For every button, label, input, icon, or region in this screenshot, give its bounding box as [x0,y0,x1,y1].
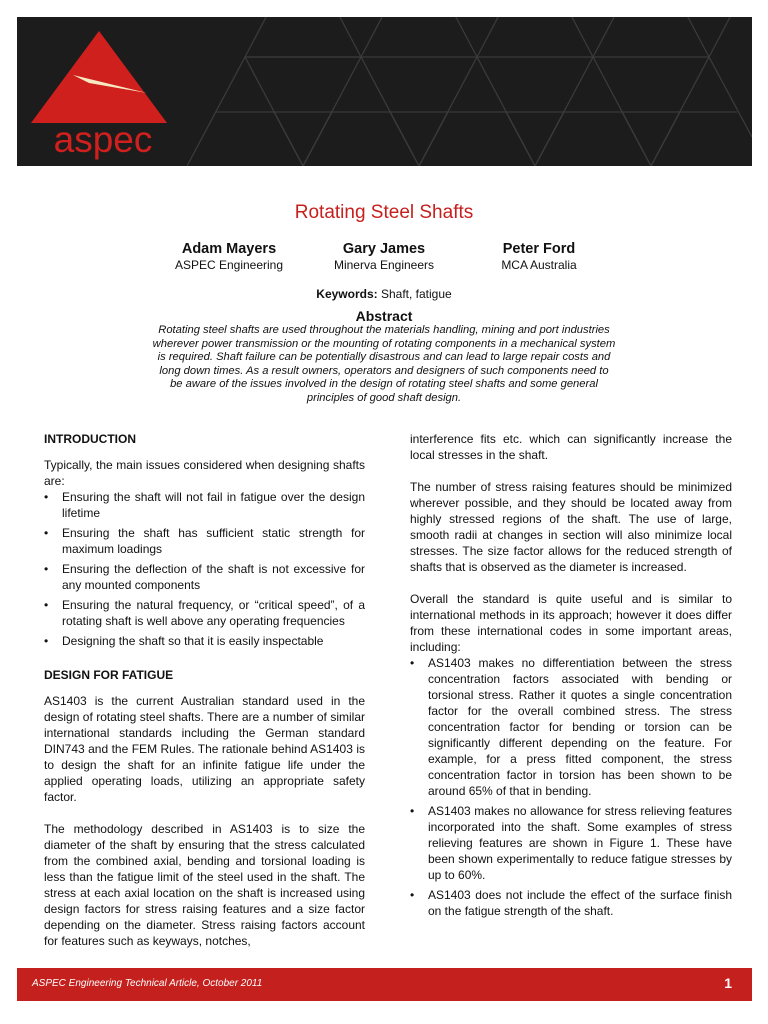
left-column [44,431,365,965]
header-banner [17,17,752,166]
author-3 [439,241,639,272]
section-heading-fatigue: DESIGN FOR FATIGUE [44,668,174,682]
intro-paragraph: Typically, the main issues considered when designing shafts are: [44,458,365,488]
author-affiliation: MCA Australia [501,258,577,272]
standard-differences-list [410,655,732,919]
author-affiliation: ASPEC Engineering [174,258,284,272]
section-heading-introduction: INTRODUCTION [44,432,136,446]
keywords-label: Keywords: [316,287,378,301]
author-name: Adam Mayers [181,241,277,257]
author-affiliation: Minerva Engineers [333,258,435,272]
right-paragraph-3: Overall the standard is quite useful and is similar to international methods in its approach; however it does differ from these international codes in some important areas, including: [410,592,732,654]
author-name: Peter Ford [502,241,576,257]
list-item: • Designing the shaft so that it is easily inspectable [44,633,365,649]
logo-wordmark: aspec [53,119,153,160]
list-item: • AS1403 makes no allowance for stress relieving features incorporated into the shaft. Some examples of stress relieving features are shown in Figure 1. These have been shown experimentally to reduce fatigue stresses by up to 60%. [410,803,732,883]
abstract-heading: Abstract [355,308,413,324]
list-item: • Ensuring the natural frequency, or “critical speed”, of a rotating shaft is well above any operating frequencies [44,597,365,629]
abstract-text: Rotating steel shafts are used throughout the materials handling, mining and port industries wherever power transmission or the mounting of rotating components in a mechanical system is required. Shaft failure can be potentially disastrous and can lead to large repair costs and long down times. As a result owners, operators and designers of such components need to be aware of the issues involved in the design of rotating steel shafts and some general principles of good shaft design. [152,324,616,404]
page-number: 1 [724,975,732,991]
list-item: • Ensuring the shaft will not fail in fatigue over the design lifetime [44,489,365,521]
right-paragraph-2: The number of stress raising features should be minimized wherever possible, and they should be located away from highly stressed regions of the shaft. The use of large, smooth radii at changes in section will also minimize local stresses. The size factor allows for the reduced strength of shafts that is observed as the diameter is increased. [410,480,732,574]
list-item: • Ensuring the deflection of the shaft is not excessive for any mounted components [44,561,365,593]
fatigue-paragraph-2: The methodology described in AS1403 is to size the diameter of the shaft by ensuring that the stress calculated from the combined axial, bending and torsional loading is less than the fatigue limit of the steel used in the shaft. The stress at each axial location on the shaft is increased using design factors for stress raising features and a size factor depending on the diameter. Stress raising factors account for features such as keyways, notches, [44,822,365,948]
author-name: Gary James [342,241,426,257]
footer-text: ASPEC Engineering Technical Article, October 2011 [32,978,263,989]
keywords-value: Shaft, fatigue [380,287,452,301]
right-paragraph-1: interference fits etc. which can significantly increase the local stresses in the shaft. [410,432,732,462]
intro-bullet-list [44,489,365,649]
footer-bar [17,968,752,1001]
right-column [410,431,732,927]
paper-title: Rotating Steel Shafts [294,202,474,223]
list-item: • Ensuring the shaft has sufficient static strength for maximum loadings [44,525,365,557]
list-item: • AS1403 does not include the effect of the surface finish on the fatigue strength of the shaft. [410,887,732,919]
list-item: • AS1403 makes no differentiation between the stress concentration factors associated with bending or torsional stress. Rather it quotes a single concentration factor for the overall combined stress. The stress concentration factor for bending or torsion can be significantly different depending on the feature. For example, for a press fitted component, the stress concentration factor in torsion has been shown to be around 65% of that in bending. [410,655,732,799]
keywords-line [0,287,768,301]
fatigue-paragraph-1: AS1403 is the current Australian standard used in the design of rotating steel shafts. There are a number of similar international standards including the German standard DIN743 and the FEM Rules. The rationale behind AS1403 is to design the shaft for an infinite fatigue life under the applied operating loads, utilizing an appropriate safety factor. [44,694,365,804]
